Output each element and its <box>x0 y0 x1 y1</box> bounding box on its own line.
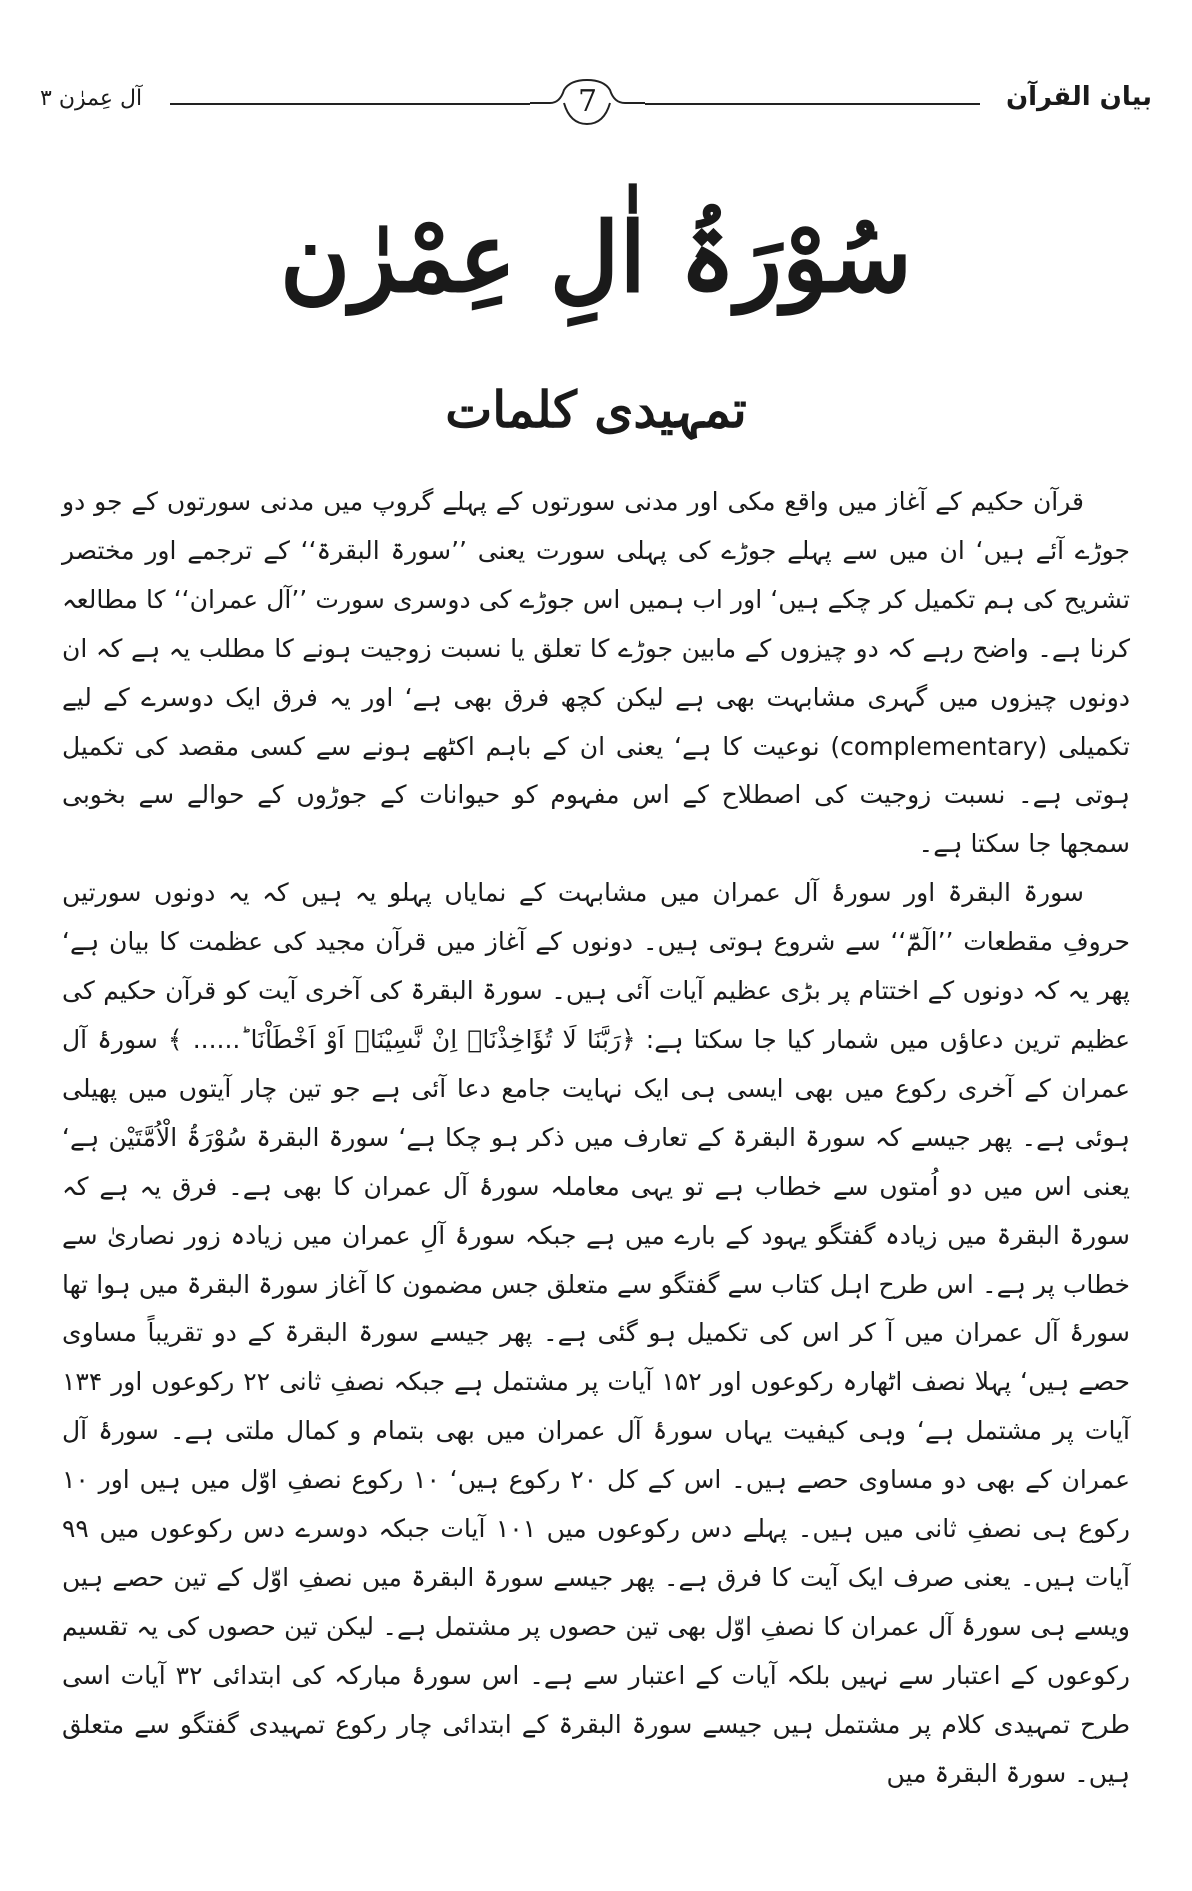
paragraph: قرآن حکیم کے آغاز میں واقع مکی اور مدنی سورتوں کے پہلے گروپ میں مدنی سورتوں کے جو دو جوڑے آئے ہیں‘ ان میں سے پہلے جوڑے کی پہلی سورت یعنی ’’سورۃ البقرۃ‘‘ کے ترجمے اور مختصر تشریح کی ہم تکمیل کر چکے ہیں‘ اور اب ہمیں اس جوڑے کی دوسری سورت ’’آل عمران‘‘ کا مطالعہ کرنا ہے۔ واضح رہے کہ دو چیزوں کے مابین جوڑے کا تعلق یا نسبت زوجیت ہونے کا مطلب یہ ہے کہ ان دونوں چیزوں میں گہری مشابہت بھی ہے لیکن کچھ فرق بھی ہے‘ اور یہ فرق ایک دوسرے کے لیے تکمیلی (complementary) نوعیت کا ہے‘ یعنی ان کے باہم اکٹھے ہونے سے کسی مقصد کی تکمیل ہوتی ہے۔ نسبت زوجیت کی اصطلاح کے اس مفہوم کو حیوانات کے جوڑوں کے حوالے سے بخوبی سمجھا جا سکتا ہے۔ <box>62 487 1130 859</box>
paragraph: سورۃ البقرۃ اور سورۂ آل عمران میں مشابہت کے نمایاں پہلو یہ ہیں کہ یہ دونوں سورتیں حروفِ مقطعات ’’الٓمّٓ‘‘ سے شروع ہوتی ہیں۔ دونوں کے آغاز میں قرآن مجید کی عظمت کا بیان ہے‘ پھر یہ کہ دونوں کے اختتام پر بڑی عظیم آیات آئی ہیں۔ سورۃ البقرۃ کی آخری آیت کو قرآن حکیم کی عظیم ترین دعاؤں میں شمار کیا جا سکتا ہے: ﴿رَبَّنَا لَا تُؤَاخِذْنَاۤ اِنْ نَّسِیْنَاۤ اَوْ اَخْطَاْنَا ؕ...... ﴾ سورۂ آل عمران کے آخری رکوع میں بھی ایسی ہی ایک نہایت جامع دعا آئی ہے جو تین چار آیتوں میں پھیلی ہوئی ہے۔ پھر جیسے کہ سورۃ البقرۃ کے تعارف میں ذکر ہو چکا ہے‘ سورۃ البقرۃ سُوْرَۃُ الْاُمَّتَیْن ہے‘ یعنی اس میں دو اُمتوں سے خطاب ہے تو یہی معاملہ سورۂ آل عمران کا بھی ہے۔ فرق یہ ہے کہ سورۃ البقرۃ میں زیادہ گفتگو یہود کے بارے میں ہے جبکہ سورۂ آلِ عمران میں زیادہ زور نصاریٰ سے خطاب پر ہے۔ اس طرح اہل کتاب سے گفتگو سے متعلق جس مضمون کا آغاز سورۃ البقرۃ میں ہوا تھا سورۂ آل عمران میں آ کر اس کی تکمیل ہو گئی ہے۔ پھر جیسے سورۃ البقرۃ کے دو تقریباً مساوی حصے ہیں‘ پہلا نصف اٹھارہ رکوعوں اور ۱۵۲ آیات پر مشتمل ہے جبکہ نصفِ ثانی ۲۲ رکوعوں اور ۱۳۴ آیات پر مشتمل ہے‘ وہی کیفیت یہاں سورۂ آل عمران میں بھی بتمام و کمال ملتی ہے۔ سورۂ آل عمران کے بھی دو مساوی حصے ہیں۔ اس کے کل ۲۰ رکوع ہیں‘ ۱۰ رکوع نصفِ اوّل میں ہیں اور ۱۰ رکوع ہی نصفِ ثانی میں ہیں۔ پہلے دس رکوعوں میں ۱۰۱ آیات جبکہ دوسرے دس رکوعوں میں ۹۹ آیات ہیں۔ یعنی صرف ایک آیت کا فرق ہے۔ پھر جیسے سورۃ البقرۃ میں نصفِ اوّل کے تین حصے ہیں ویسے ہی سورۂ آل عمران کا نصفِ اوّل بھی تین حصوں پر مشتمل ہے۔ لیکن تین حصوں کی یہ تقسیم رکوعوں کے اعتبار سے نہیں بلکہ آیات کے اعتبار سے ہے۔ اس سورۂ مبارکہ کی ابتدائی ۳۲ آیات اسی طرح تمہیدی کلام پر مشتمل ہیں جیسے سورۃ البقرۃ کے ابتدائی چار رکوع تمہیدی گفتگو سے متعلق ہیں۔ سورۃ البقرۃ میں <box>62 878 1130 1788</box>
page-number-ornament <box>530 78 645 128</box>
body-text <box>62 478 1130 1798</box>
page-number: 7 <box>577 84 598 119</box>
section-title: تمہیدی کلمات <box>445 380 747 439</box>
book-title: بیان القرآن <box>1005 82 1152 112</box>
header-rule-right <box>645 103 980 105</box>
surah-running-title: آل عِمرٰن ۳ <box>40 86 143 111</box>
running-header <box>40 78 1152 128</box>
header-rule-left <box>170 103 530 105</box>
surah-title: سُوْرَۃُ اٰلِ عِمْرٰن <box>279 201 913 314</box>
